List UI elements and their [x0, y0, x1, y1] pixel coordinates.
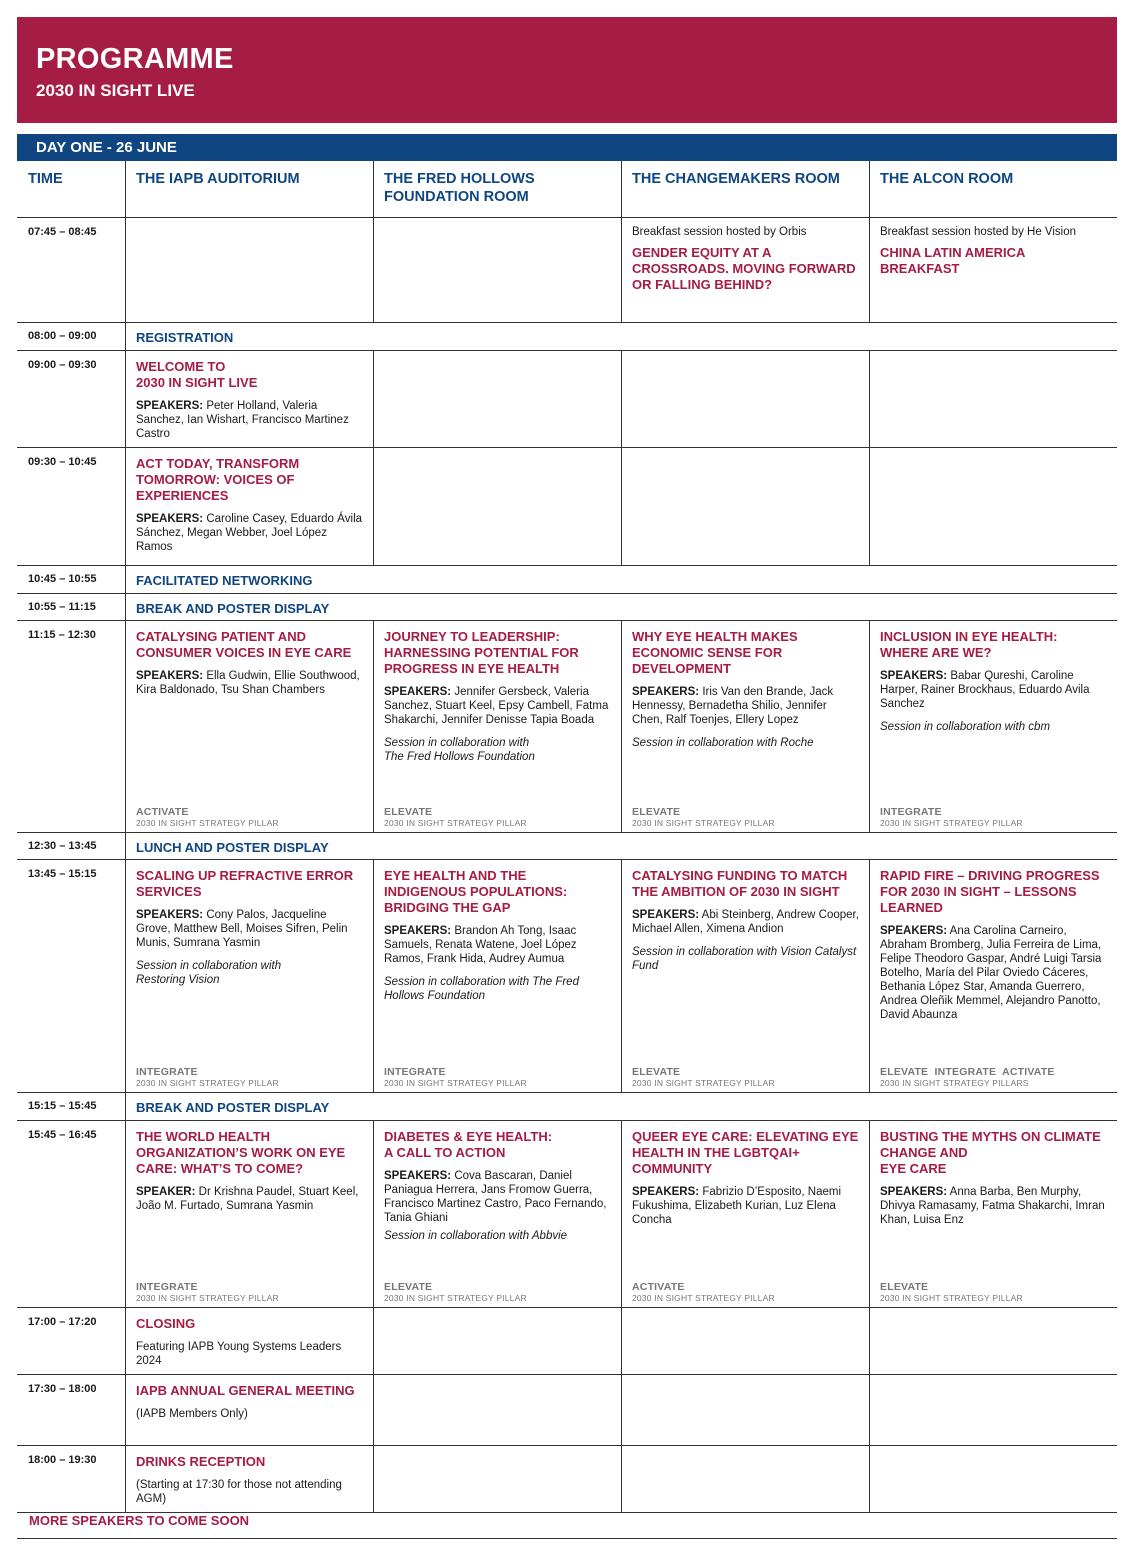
session-cell [373, 621, 621, 832]
schedule-row [17, 323, 1117, 351]
speakers-list: Dr Krishna Paudel, Stuart Keel, João M. Furtado, Sumrana Yasmin [136, 1186, 359, 1212]
schedule-row [17, 860, 1117, 1093]
pillar-name: INTEGRATE [880, 806, 942, 818]
pillar-caption: 2030 IN SIGHT STRATEGY PILLAR [632, 818, 775, 828]
header-time: TIME [28, 171, 63, 187]
pillar-caption: 2030 IN SIGHT STRATEGY PILLAR [384, 818, 527, 828]
session-cell [621, 218, 869, 322]
speakers-label: SPEAKERS: [880, 925, 948, 937]
speakers-list: Peter Holland, Valeria Sanchez, Ian Wishart, Francisco Martinez Castro [136, 400, 349, 440]
session-cell [621, 1121, 869, 1307]
speakers-list: Iris Van den Brande, Jack Hennessy, Bernadetha Shilio, Jennifer Chen, Ralf Toenjes, Ellery Lopez [632, 686, 834, 726]
pillar-name: ACTIVATE [632, 1281, 685, 1293]
strategy-pillar [880, 806, 1023, 828]
host-note: Breakfast session hosted by Orbis [632, 226, 807, 238]
pillar-name: INTEGRATE [136, 1066, 198, 1078]
strategy-pillar [384, 1066, 527, 1088]
pillar-name: ELEVATE [384, 806, 433, 818]
session-cell [125, 621, 373, 832]
speakers-label: SPEAKERS: [384, 1170, 452, 1182]
pillar-caption: 2030 IN SIGHT STRATEGY PILLAR [632, 1293, 775, 1303]
pillar-name: ACTIVATE [136, 806, 189, 818]
host-note: Breakfast session hosted by He Vision [880, 226, 1077, 238]
pillar-name: INTEGRATE [384, 1066, 446, 1078]
speakers-list: Brandon Ah Tong, Isaac Samuels, Renata Watene, Joel López Ramos, Frank Hida, Audrey Aumua [384, 925, 577, 965]
header-room-3: THE CHANGEMAKERS ROOM [621, 161, 869, 217]
time-slot: 10:45 – 10:55 [28, 573, 97, 585]
session-title: ACT TODAY, TRANSFORM TOMORROW: VOICES OF EXPERIENCES [136, 456, 300, 503]
speakers-list: Fabrizio D’Esposito, Naemi Fukushima, Elizabeth Kurian, Luz Elena Concha [632, 1186, 841, 1226]
speakers-list: Ella Gudwin, Ellie Southwood, Kira Baldonado, Tsu Shan Chambers [136, 670, 360, 696]
speakers-label: SPEAKERS: [632, 1186, 700, 1198]
speakers-label: SPEAKERS: [632, 909, 700, 921]
session-title: THE WORLD HEALTH ORGANIZATION’S WORK ON EYE CARE: WHAT’S TO COME? [136, 1129, 346, 1176]
strategy-pillar [880, 1066, 1055, 1088]
spanning-label: REGISTRATION [136, 330, 234, 345]
speakers-label: SPEAKERS: [136, 909, 204, 921]
collaboration-note: Session in collaboration with Restoring Vision [136, 960, 282, 986]
session-title: CATALYSING PATIENT AND CONSUMER VOICES IN EYE CARE [136, 629, 352, 660]
session-cell [125, 1446, 373, 1512]
strategy-pillar [632, 1281, 775, 1303]
programme-banner [17, 17, 1117, 123]
pillar-caption: 2030 IN SIGHT STRATEGY PILLAR [880, 818, 1023, 828]
speakers-label: SPEAKERS: [632, 686, 700, 698]
time-slot: 15:45 – 16:45 [28, 1129, 97, 1141]
session-cell [869, 1121, 1117, 1307]
speaker-label: SPEAKER: [136, 1186, 196, 1198]
session-title: SCALING UP REFRACTIVE ERROR SERVICES [136, 868, 354, 899]
speakers-label: SPEAKERS: [880, 670, 948, 682]
speakers-label: SPEAKERS: [384, 686, 452, 698]
session-title: DRINKS RECEPTION [136, 1454, 266, 1469]
header-row [17, 161, 1117, 218]
header-room-4: THE ALCON ROOM [869, 161, 1117, 217]
day-label: DAY ONE - 26 JUNE [36, 139, 177, 156]
pillar-caption: 2030 IN SIGHT STRATEGY PILLAR [136, 818, 279, 828]
pillar-caption: 2030 IN SIGHT STRATEGY PILLAR [632, 1078, 775, 1088]
speakers-list: Caroline Casey, Eduardo Ávila Sánchez, Megan Webber, Joel López Ramos [136, 513, 363, 553]
schedule-row [17, 218, 1117, 323]
schedule-row [17, 351, 1117, 448]
session-cell [373, 1121, 621, 1307]
pillar-caption: 2030 IN SIGHT STRATEGY PILLAR [384, 1293, 527, 1303]
session-cell [125, 448, 373, 565]
pillar-caption: 2030 IN SIGHT STRATEGY PILLAR [136, 1078, 279, 1088]
session-title: WHY EYE HEALTH MAKES ECONOMIC SENSE FOR DEVELOPMENT [632, 629, 798, 676]
footer-divider [17, 1538, 1117, 1539]
time-slot: 10:55 – 11:15 [28, 601, 96, 613]
header-room-2: THE FRED HOLLOWS FOUNDATION ROOM [373, 161, 621, 217]
collaboration-note: Session in collaboration with Roche [632, 737, 814, 749]
time-slot: 12:30 – 13:45 [28, 840, 97, 852]
time-slot: 11:15 – 12:30 [28, 629, 96, 641]
strategy-pillar [136, 1066, 279, 1088]
collaboration-note: Session in collaboration with Vision Catalyst Fund [632, 946, 857, 972]
session-title: BUSTING THE MYTHS ON CLIMATE CHANGE AND EYE CARE [880, 1129, 1101, 1176]
session-cell [869, 621, 1117, 832]
speakers-list: Ana Carolina Carneiro, Abraham Bromberg, Julia Ferreira de Lima, Felipe Theodoro Gaspar, André Luigi Tarsia Botelho, María del Pilar Oviedo Cáceres, Bethania López Star, Amanda Guerrero, Andrea Oleñik Memmel, Alejandro Panotto, David Abaunza [880, 925, 1102, 1021]
schedule-row [17, 1093, 1117, 1121]
session-title: CATALYSING FUNDING TO MATCH THE AMBITION OF 2030 IN SIGHT [632, 868, 848, 899]
spanning-label: LUNCH AND POSTER DISPLAY [136, 840, 329, 855]
spanning-label: FACILITATED NETWORKING [136, 573, 313, 588]
collaboration-note: Session in collaboration with cbm [880, 721, 1051, 733]
collaboration-note: Session in collaboration with The Fred Hollows Foundation [384, 737, 535, 763]
session-cell [621, 621, 869, 832]
strategy-pillar [632, 1066, 775, 1088]
collaboration-note: Session in collaboration with The Fred Hollows Foundation [384, 976, 579, 1002]
pillar-caption: 2030 IN SIGHT STRATEGY PILLARS [880, 1078, 1029, 1088]
session-title: CHINA LATIN AMERICA BREAKFAST [880, 245, 1025, 276]
schedule-row [17, 448, 1117, 566]
session-title: QUEER EYE CARE: ELEVATING EYE HEALTH IN THE LGBTQAI+ COMMUNITY [632, 1129, 859, 1176]
session-cell [125, 1308, 373, 1374]
session-title: WELCOME TO 2030 IN SIGHT LIVE [136, 359, 258, 390]
strategy-pillar [632, 806, 775, 828]
pillar-name: ELEVATE INTEGRATE ACTIVATE [880, 1066, 1055, 1078]
schedule-row [17, 1446, 1117, 1513]
session-note: (IAPB Members Only) [136, 1408, 248, 1420]
speakers-label: SPEAKERS: [880, 1186, 948, 1198]
schedule-row [17, 1121, 1117, 1308]
schedule-row [17, 833, 1117, 860]
pillar-name: ELEVATE [880, 1281, 929, 1293]
more-speakers-note: MORE SPEAKERS TO COME SOON [29, 1513, 250, 1528]
header-room-1: THE IAPB AUDITORIUM [125, 161, 373, 217]
pillar-name: ELEVATE [632, 1066, 681, 1078]
speakers-list: Cova Bascaran, Daniel Paniagua Herrera, Jans Fromow Guerra, Francisco Martinez Castro, Paco Fernando, Tania Ghiani [384, 1170, 607, 1224]
strategy-pillar [136, 1281, 279, 1303]
spanning-label: BREAK AND POSTER DISPLAY [136, 1100, 330, 1115]
strategy-pillar [880, 1281, 1023, 1303]
day-bar [17, 134, 1117, 161]
time-slot: 13:45 – 15:15 [28, 868, 97, 880]
strategy-pillar [384, 1281, 527, 1303]
session-cell [869, 860, 1117, 1092]
strategy-pillar [136, 806, 279, 828]
schedule-row [17, 594, 1117, 621]
pillar-caption: 2030 IN SIGHT STRATEGY PILLAR [136, 1293, 279, 1303]
session-title: JOURNEY TO LEADERSHIP: HARNESSING POTENTIAL FOR PROGRESS IN EYE HEALTH [384, 629, 579, 676]
spanning-label: BREAK AND POSTER DISPLAY [136, 601, 330, 616]
time-slot: 09:00 – 09:30 [28, 359, 97, 371]
session-cell [125, 351, 373, 447]
time-slot: 15:15 – 15:45 [28, 1100, 97, 1112]
schedule-row [17, 621, 1117, 833]
event-subtitle: 2030 IN SIGHT LIVE [36, 81, 195, 100]
programme-title: PROGRAMME [36, 43, 234, 75]
speakers-label: SPEAKERS: [136, 400, 204, 412]
session-cell [125, 860, 373, 1092]
session-note: (Starting at 17:30 for those not attending AGM) [136, 1479, 342, 1505]
session-cell [621, 860, 869, 1092]
speakers-label: SPEAKERS: [136, 513, 204, 525]
session-title: CLOSING [136, 1316, 196, 1331]
time-slot: 07:45 – 08:45 [28, 226, 97, 238]
schedule-row [17, 566, 1117, 594]
speakers-label: SPEAKERS: [384, 925, 452, 937]
collaboration-note: Session in collaboration with Abbvie [384, 1230, 568, 1242]
speakers-list: Cony Palos, Jacqueline Grove, Matthew Bell, Moises Sifren, Pelin Munis, Sumrana Yasmin [136, 909, 348, 949]
session-cell [125, 1375, 373, 1445]
speakers-list: Abi Steinberg, Andrew Cooper, Michael Allen, Ximena Andion [632, 909, 859, 935]
session-title: EYE HEALTH AND THE INDIGENOUS POPULATIONS: BRIDGING THE GAP [384, 868, 568, 915]
schedule-table [17, 161, 1117, 1513]
session-title: RAPID FIRE – DRIVING PROGRESS FOR 2030 IN SIGHT – LESSONS LEARNED [880, 868, 1100, 915]
speakers-label: SPEAKERS: [136, 670, 204, 682]
session-title: IAPB ANNUAL GENERAL MEETING [136, 1383, 355, 1398]
pillar-name: INTEGRATE [136, 1281, 198, 1293]
time-slot: 18:00 – 19:30 [28, 1454, 97, 1466]
speakers-list: Jennifer Gersbeck, Valeria Sanchez, Stuart Keel, Epsy Cambell, Fatma Shakarchi, Jennifer Denisse Tapia Boada [384, 686, 609, 726]
speakers-list: Babar Qureshi, Caroline Harper, Rainer Brockhaus, Eduardo Avila Sanchez [880, 670, 1090, 710]
time-slot: 17:30 – 18:00 [28, 1383, 97, 1395]
session-cell [373, 860, 621, 1092]
pillar-name: ELEVATE [384, 1281, 433, 1293]
pillar-caption: 2030 IN SIGHT STRATEGY PILLAR [384, 1078, 527, 1088]
speakers-list: Anna Barba, Ben Murphy, Dhivya Ramasamy, Fatma Shakarchi, Imran Khan, Luisa Enz [880, 1186, 1105, 1226]
session-cell [869, 218, 1117, 322]
time-slot: 17:00 – 17:20 [28, 1316, 97, 1328]
pillar-name: ELEVATE [632, 806, 681, 818]
time-slot: 08:00 – 09:00 [28, 330, 97, 342]
session-note: Featuring IAPB Young Systems Leaders 2024 [136, 1341, 342, 1367]
session-title: GENDER EQUITY AT A CROSSROADS. MOVING FORWARD OR FALLING BEHIND? [632, 245, 856, 292]
schedule-row [17, 1375, 1117, 1446]
schedule-row [17, 1308, 1117, 1375]
pillar-caption: 2030 IN SIGHT STRATEGY PILLAR [880, 1293, 1023, 1303]
session-title: DIABETES & EYE HEALTH: A CALL TO ACTION [384, 1129, 553, 1160]
strategy-pillar [384, 806, 527, 828]
session-cell [125, 1121, 373, 1307]
session-title: INCLUSION IN EYE HEALTH: WHERE ARE WE? [880, 629, 1058, 660]
time-slot: 09:30 – 10:45 [28, 456, 97, 468]
